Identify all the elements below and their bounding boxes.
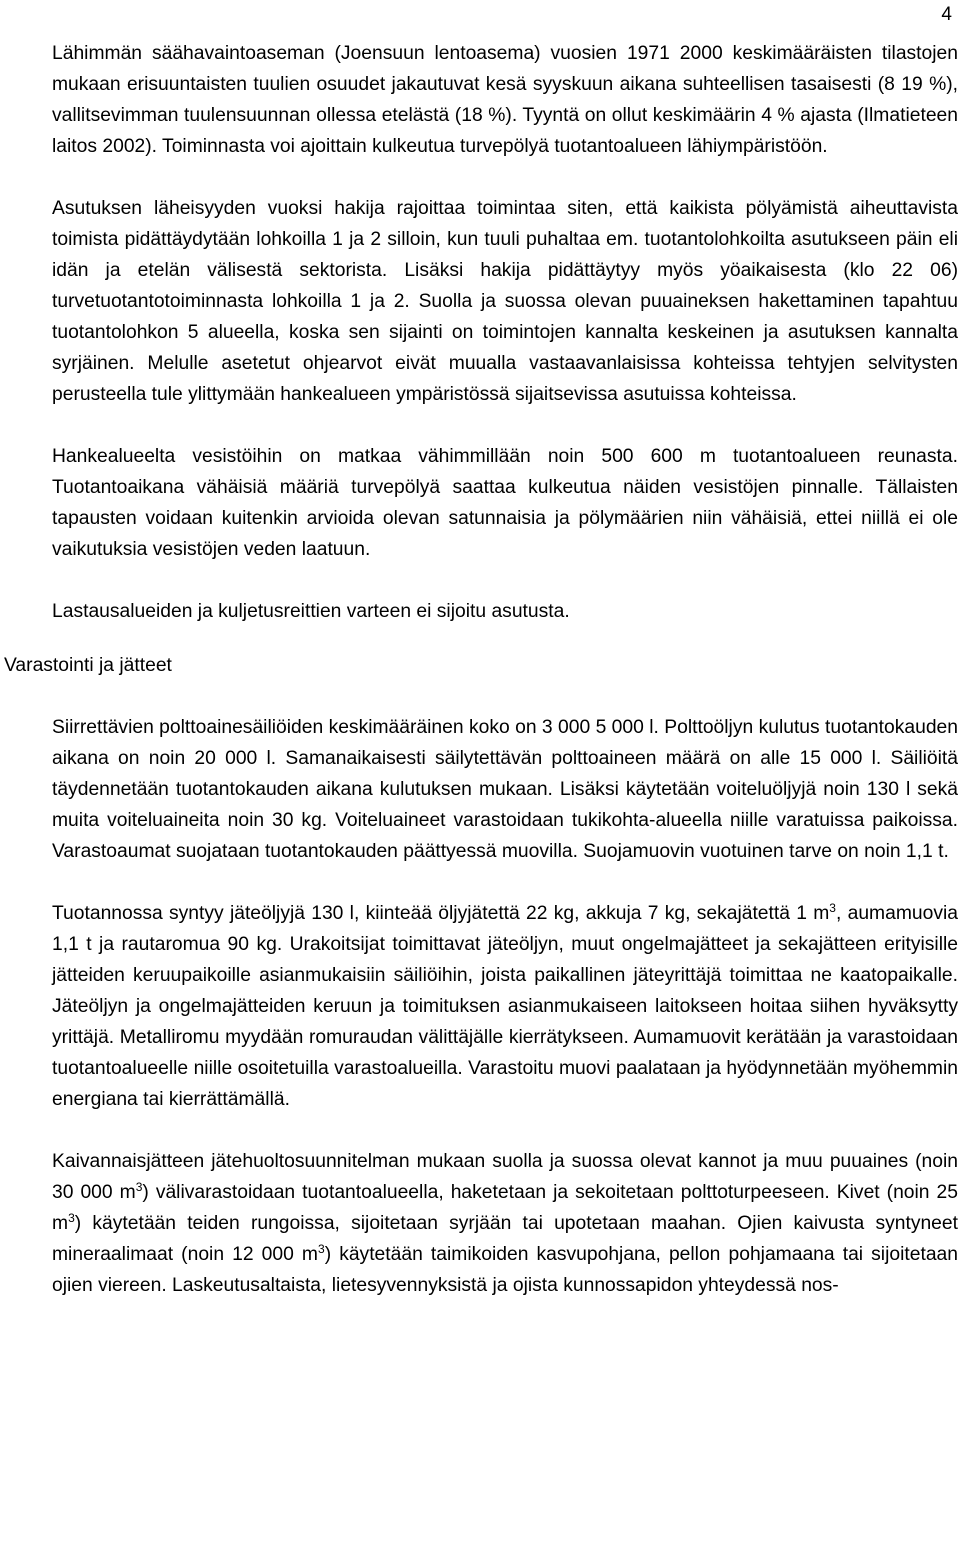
paragraph-dust-mitigation: Asutuksen läheisyyden vuoksi hakija rajoittaa toimintaa siten, että kaikista pölyämistä aiheuttavista toimista pidättäydytään lohkoilla 1 ja 2 silloin, kun tuuli puhaltaa em. tuotantolohkoilta asutukseen päin eli idän ja etelän välisestä sektorista. Lisäksi hakija pidättäytyy myös yöaikaisesta (klo 22 06) turvetuotantotoiminnasta lohkoilla 1 ja 2. Suolla ja suossa olevan puuaineksen hakettaminen tapahtuu tuotantolohkon 5 alueella, koska sen sijainti on toimintojen kannalta keskeinen ja asutuksen kannalta syrjäinen. Melulle asetetut ohjearvot eivät muualla vastaavanlaisissa kohteissa tehtyjen selvitysten perusteella tule ylittymään hankealueen ympäristössä sijaitsevissa asutuissa kohteissa. xyxy=(52,198,958,405)
text-segment: ) käytetään taimikoiden kasvupohjana, pellon pohjamaana tai sijoitetaan ojien viereen. Laskeutusaltaista, lietesyvennyksistä ja ojista kunnossapidon yhteydessä nos- xyxy=(52,1244,958,1296)
paragraph-wind-conditions: Lähimmän säähavaintoaseman (Joensuun lentoasema) vuosien 1971 2000 keskimääräisten tilastojen mukaan erisuuntaisten tuulien osuudet jakautuvat kesä syyskuun aikana suhteellisen tasaisesti (8 19 %), vallitsevimman tuulensuunnan ollessa etelästä (18 %). Tyyntä on ollut keskimäärin 4 % ajasta (Ilmatieteen laitos 2002). Toiminnasta voi ajoittain kulkeutua turvepölyä tuotantoalueen lähiympäristöön. xyxy=(52,43,958,157)
superscript: 3 xyxy=(135,1180,143,1194)
paragraph-fuel-storage: Siirrettävien polttoainesäiliöiden keskimääräinen koko on 3 000 5 000 l. Polttoöljyn kulutus tuotantokauden aikana on noin 20 000 l. Samanaikaisesti säilytettävän polttoaineen määrä on alle 15 000 l. Säiliöitä täydennetään tuotantokauden aikana kulutuksen mukaan. Lisäksi käytetään voiteluöljyjä noin 130 l sekä muita voiteluaineita noin 30 kg. Voiteluaineet varastoidaan tukikohta-alueella niille varatuissa paikoissa. Varastoaumat suojataan tuotantokauden päättyessä muovilla. Suojamuovin vuotuinen tarve on noin 1,1 t. xyxy=(52,717,958,862)
section-heading-storage-waste: Varastointi ja jätteet xyxy=(4,655,172,676)
paragraph-waste-production xyxy=(52,898,958,1115)
paragraph-loading-areas: Lastausalueiden ja kuljetusreittien varteen ei sijoitu asutusta. xyxy=(52,601,570,622)
text-segment: Tuotannossa syntyy jäteöljyjä 130 l, kiinteää öljyjätettä 22 kg, akkuja 7 kg, sekajätettä 1 m xyxy=(52,903,830,924)
text-segment: ) käytetään teiden rungoissa, sijoitetaan syrjään tai upotetaan maahan. Ojien kaivusta syntyneet mineraalimaat (noin 12 000 m xyxy=(52,1213,958,1265)
page-number: 4 xyxy=(941,4,952,25)
superscript: 3 xyxy=(318,1242,325,1256)
paragraph-water-bodies: Hankealueelta vesistöihin on matkaa vähimmillään noin 500 600 m tuotantoalueen reunasta. Tuotantoaikana vähäisiä määriä turvepölyä saattaa kulkeutua näiden vesistöjen pinnalle. Tällaisten tapausten voidaan kuitenkin arvioida olevan satunnaisia ja pölymäärien niin vähäisiä, ettei niillä ei ole vaikutuksia vesistöjen veden laatuun. xyxy=(52,446,958,560)
page-content xyxy=(4,38,958,1301)
superscript: 3 xyxy=(68,1211,75,1225)
superscript: 3 xyxy=(829,901,836,915)
paragraph-extractive-waste xyxy=(52,1146,958,1301)
text-segment: ) välivarastoidaan tuotantoalueella, haketetaan ja sekoitetaan polttoturpeeseen. Kivet (noin 25 m xyxy=(52,1182,958,1234)
text-segment: Kaivannaisjätteen jätehuoltosuunnitelman mukaan suolla ja suossa olevat kannot ja muu puuaines (noin 30 000 m xyxy=(52,1151,958,1203)
text-segment: , aumamuovia 1,1 t ja rautaromua 90 kg. Urakoitsijat toimittavat jäteöljyn, muut ongelmajätteet ja sekajätteen erityisille jätteiden keruupaikoille asianmukaisiin säiliöihin, joista paikallinen jäteyrittäjä toimittaa ne kaatopaikalle. Jäteöljyn ja ongelmajätteiden keruun ja toimituksen asianmukaiseen laitokseen hoitaa siihen hyväksytty yrittäjä. Metalliromu myydään romuraudan välittäjälle kierrätykseen. Aumamuovit kerätään ja varastoidaan tuotantoalueelle niille osoitetuilla varastoalueilla. Varastoitu muovi paalataan ja hyödynnetään myöhemmin energiana tai kierrättämällä. xyxy=(52,903,958,1110)
